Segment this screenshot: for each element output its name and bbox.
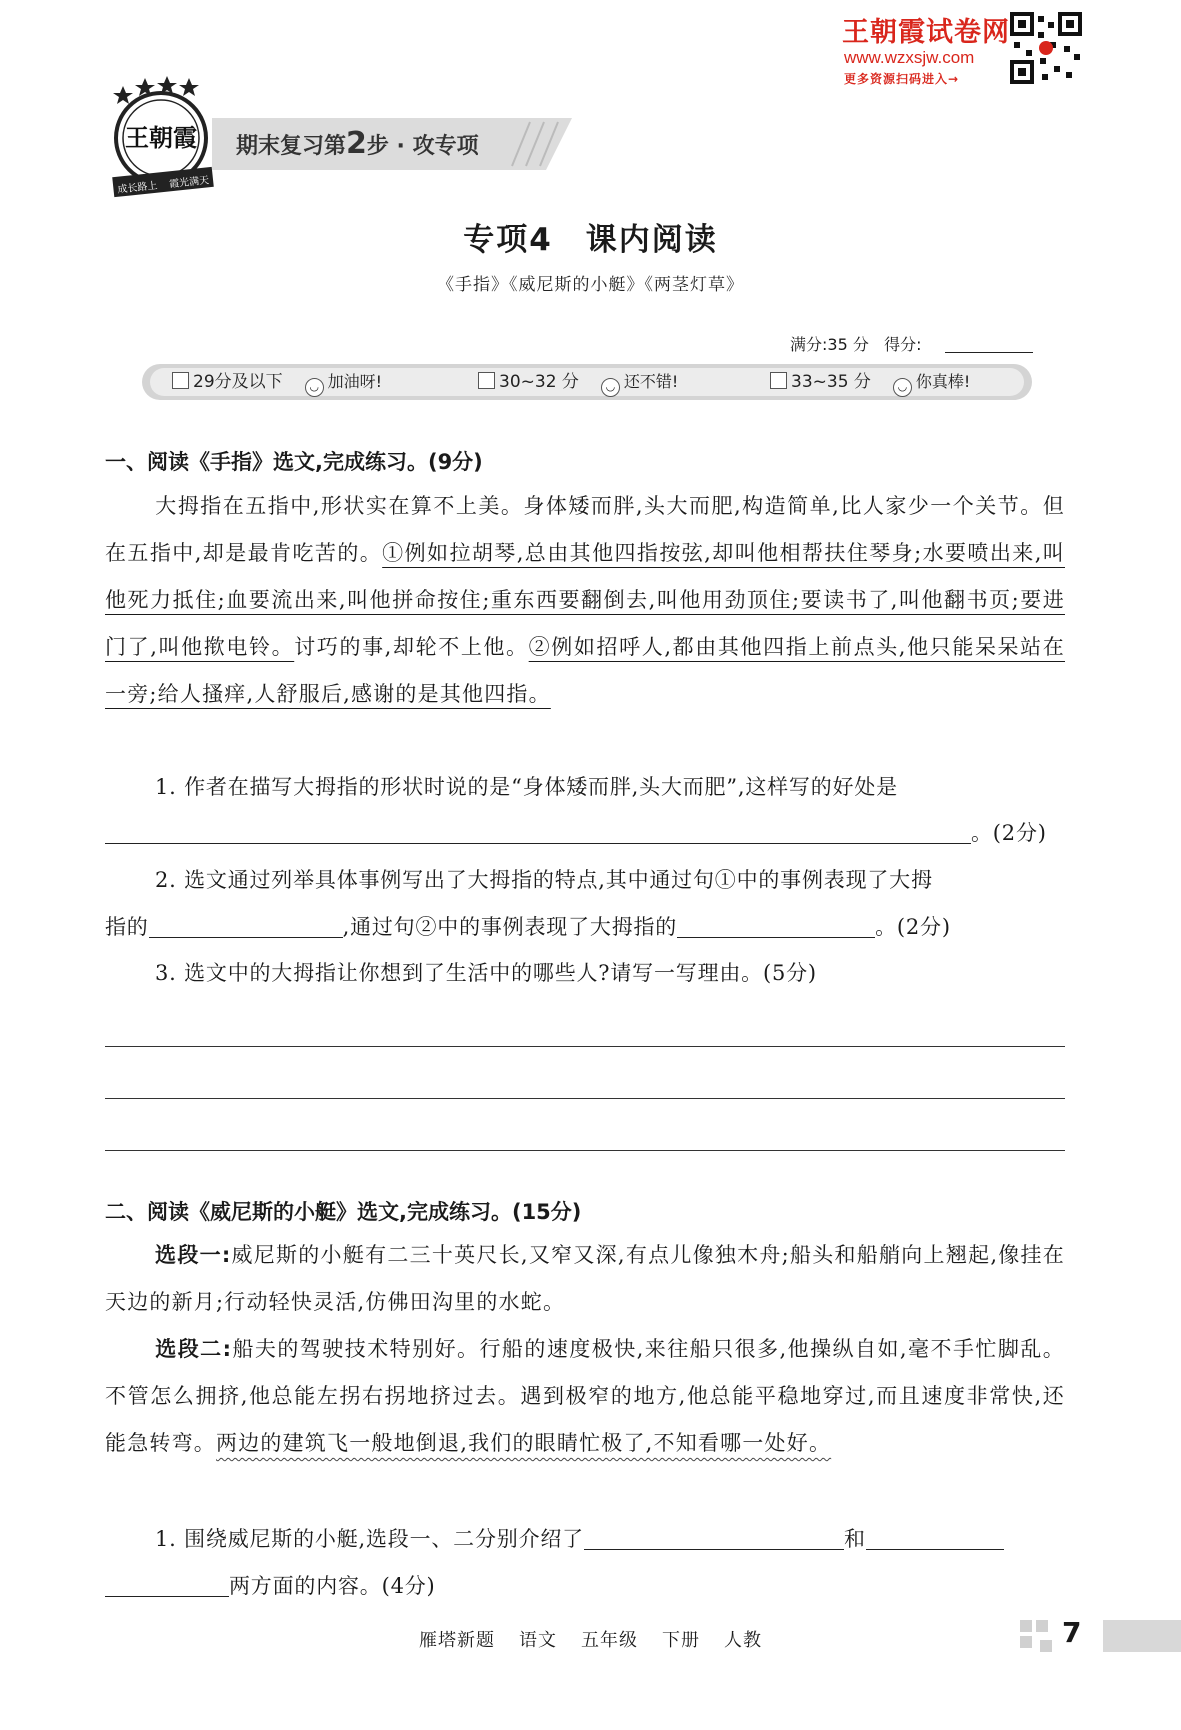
band-low-checkbox[interactable] bbox=[172, 372, 189, 389]
sentence-2: ②例如招呼人,都由其他四指上前点头,他只能呆呆站在一旁;给人搔痒,人舒服后,感谢的是其他四指。 bbox=[105, 635, 1065, 706]
full-score: 满分:35 分 bbox=[790, 335, 869, 354]
score-label: 得分: bbox=[884, 335, 922, 354]
s2-q1-blank-2[interactable] bbox=[866, 1527, 1004, 1550]
page-title: 专项4 课内阅读 bbox=[463, 222, 718, 258]
logo-ribbon-right: 霞光满天 bbox=[168, 175, 210, 191]
band-high-checkbox[interactable] bbox=[770, 372, 787, 389]
score-line bbox=[790, 332, 922, 355]
section2-passage-2: 选段二:船夫的驾驶技术特别好。行船的速度极快,来往船只很多,他操纵自如,毫不手忙脚乱。不管怎么拥挤,他总能左拐右拐地挤过去。遇到极窄的地方,他总能平稳地穿过,而且速度非常快,还能急转弯。两边的建筑飞一般地倒退,我们的眼睛忙极了,不知看哪一处好。 bbox=[105, 1337, 1065, 1455]
smile-icon: ◡ bbox=[305, 378, 324, 397]
header-step-text: 期末复习第2步 · 攻专项 bbox=[236, 126, 479, 161]
s1-q2-blank-2[interactable] bbox=[677, 915, 875, 938]
s1-question-1-answer: 。(2分) bbox=[105, 810, 1047, 857]
page-number: 7 bbox=[1062, 1616, 1082, 1649]
band-high: 33~35 分 ◡ 你真棒! bbox=[770, 368, 970, 396]
s2-q1-blank-3[interactable] bbox=[105, 1574, 229, 1597]
sentence-1: ①例如拉胡琴,总由其他四指按弦,却叫他相帮扶住琴身;水要喷出来,叫他死力抵住;血要流出来,叫他拼命按住;重东西要翻倒去,叫他用劲顶住;要读书了,叫他翻书页;要进门了,叫他揿电铃。 bbox=[105, 541, 1065, 659]
page-tab-bar bbox=[1103, 1620, 1181, 1652]
band-mid-checkbox[interactable] bbox=[478, 372, 495, 389]
band-mid: 30~32 分 ◡ 还不错! bbox=[478, 368, 678, 396]
answer-line[interactable] bbox=[105, 1046, 1065, 1047]
page-subtitle: 《手指》《威尼斯的小艇》《两茎灯草》 bbox=[437, 275, 744, 295]
section1-heading: 一、阅读《手指》选文,完成练习。(9分) bbox=[105, 450, 483, 474]
s2-question-1: 1. 围绕威尼斯的小艇,选段一、二分别介绍了 和 bbox=[155, 1516, 1004, 1563]
s1-q1-blank[interactable] bbox=[105, 821, 971, 844]
s2-question-1-line-2: 两方面的内容。(4分) bbox=[105, 1563, 436, 1610]
smile-icon: ◡ bbox=[893, 378, 912, 397]
score-blank[interactable] bbox=[945, 352, 1033, 353]
qr-code-icon[interactable] bbox=[1010, 12, 1082, 84]
page-footer: 雁塔新题 语文 五年级 下册 人教 bbox=[419, 1630, 762, 1651]
s2-q1-blank-1[interactable] bbox=[584, 1527, 844, 1550]
smile-icon: ◡ bbox=[601, 378, 620, 397]
section2-passage-1: 选段一:威尼斯的小艇有二三十英尺长,又窄又深,有点儿像独木舟;船头和船艄向上翘起,像挂在天边的新月;行动轻快灵活,仿佛田沟里的水蛇。 bbox=[105, 1243, 1065, 1314]
section2-heading: 二、阅读《威尼斯的小艇》选文,完成练习。(15分) bbox=[105, 1200, 582, 1224]
answer-line[interactable] bbox=[105, 1098, 1065, 1099]
brand-title: 王朝霞试卷网 bbox=[842, 17, 1010, 48]
s1-question-2-line: 指的 ,通过句②中的事例表现了大拇指的 。(2分) bbox=[105, 915, 951, 939]
decor-square bbox=[1036, 1620, 1048, 1632]
decor-square bbox=[1040, 1640, 1052, 1652]
brand-more-text: 更多资源扫码进入→ bbox=[844, 72, 960, 86]
section1-passage: 大拇指在五指中,形状实在算不上美。身体矮而胖,头大而肥,构造简单,比人家少一个关节。但在五指中,却是最肯吃苦的。①例如拉胡琴,总由其他四指按弦,却叫他相帮扶住琴身;水要喷出来,叫他死力抵住;血要流出来,叫他拼命按住;重东西要翻倒去,叫他用劲顶住;要读书了,叫他翻书页;要进门了,叫他揿电铃。讨巧的事,却轮不上他。②例如招呼人,都由其他四指上前点头,他只能呆呆站在一旁;给人搔痒,人舒服后,感谢的是其他四指。 bbox=[105, 494, 1065, 706]
wavy-sentence: 两边的建筑飞一般地倒退,我们的眼睛忙极了,不知看哪一处好。 bbox=[216, 1431, 832, 1455]
logo-name: 王朝霞 bbox=[125, 123, 197, 152]
s1-question-2: 2. 选文通过列举具体事例写出了大拇指的特点,其中通过句①中的事例表现了大拇 bbox=[155, 868, 933, 892]
s1-q2-blank-1[interactable] bbox=[149, 915, 343, 938]
answer-line[interactable] bbox=[105, 1150, 1065, 1151]
s1-question-1: 1. 作者在描写大拇指的形状时说的是“身体矮而胖,头大而肥”,这样写的好处是 bbox=[155, 775, 898, 799]
decor-square bbox=[1020, 1636, 1032, 1648]
band-low: 29分及以下 ◡ 加油呀! bbox=[172, 368, 382, 396]
decor-square bbox=[1020, 1620, 1032, 1632]
logo-ribbon-left: 成长路上 bbox=[117, 180, 158, 196]
brand-url[interactable]: www.wzxsjw.com bbox=[844, 48, 975, 67]
wangzhaoxia-logo bbox=[103, 76, 223, 206]
s1-question-3: 3. 选文中的大拇指让你想到了生活中的哪些人?请写一写理由。(5分) bbox=[155, 961, 817, 985]
